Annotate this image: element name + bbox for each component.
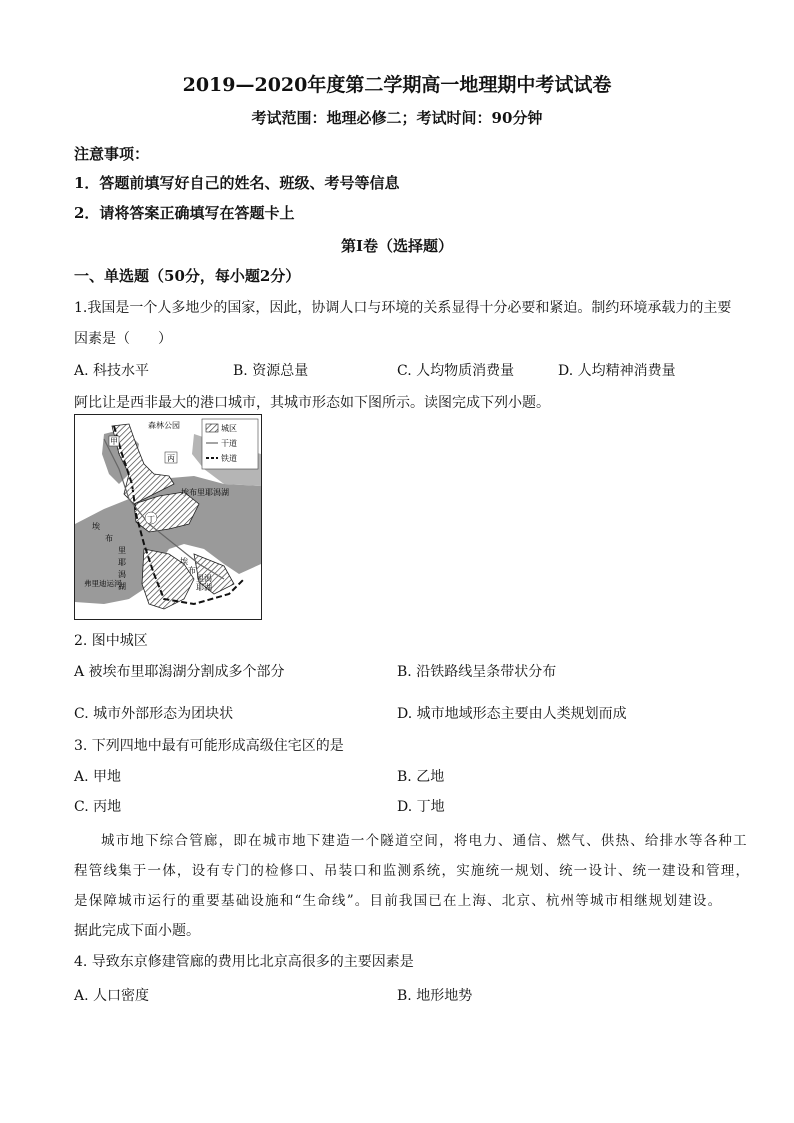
q2-option-a: A 被埃布里耶潟湖分割成多个部分 xyxy=(74,664,285,680)
part-heading: 一、单选题（50分，每小题2分） xyxy=(74,267,301,285)
q1-option-d: D. 人均精神消费量 xyxy=(558,363,676,379)
svg-text:湖: 湖 xyxy=(204,583,212,592)
notice-item-2: 2．请将答案正确填写在答题卡上 xyxy=(74,204,295,222)
exam-title: 2019—2020年度第二学期高一地理期中考试试卷 xyxy=(182,74,612,96)
svg-text:布: 布 xyxy=(105,534,113,543)
notice-heading: 注意事项： xyxy=(74,145,150,163)
label-jia: 甲 xyxy=(110,437,118,446)
svg-text:里: 里 xyxy=(196,574,204,583)
forest-park-label: 森林公园 xyxy=(148,421,180,430)
passage-pipe-gallery-line2: 程管线集于一体，设有专门的检修口、吊装口和监测系统，实施统一规划、统一设计、统一建设和管理， xyxy=(74,863,751,879)
q1-stem-line2: 因素是（ ） xyxy=(74,331,172,347)
q1-option-b: B. 资源总量 xyxy=(233,363,309,379)
passage-abidjan: 阿比让是西非最大的港口城市，其城市形态如下图所示。读图完成下列小题。 xyxy=(74,395,550,411)
lagoon-main-label: 埃布里耶潟湖 xyxy=(181,488,229,497)
label-ding: 丁 xyxy=(147,515,155,524)
q2-option-d: D. 城市地域形态主要由人类规划而成 xyxy=(397,706,627,722)
q3-stem: 3. 下列四地中最有可能形成高级住宅区的是 xyxy=(74,738,344,754)
q1-option-a: A. 科技水平 xyxy=(74,363,150,379)
q1-option-c: C. 人均物质消费量 xyxy=(397,363,515,379)
passage-pipe-gallery-line1: 城市地下综合管廊，即在城市地下建造一个隧道空间，将电力、通信、燃气、供热、给排水等各种工 xyxy=(101,833,748,849)
svg-text:埃: 埃 xyxy=(180,557,188,566)
q3-option-a: A. 甲地 xyxy=(74,769,122,785)
svg-text:里: 里 xyxy=(118,546,126,555)
exam-subtitle: 考试范围：地理必修二；考试时间：90分钟 xyxy=(251,109,543,127)
legend-rail-label: 铁道 xyxy=(221,454,237,463)
label-yi: 乙 xyxy=(128,482,136,491)
svg-text:潟: 潟 xyxy=(118,570,126,579)
q3-option-d: D. 丁地 xyxy=(397,799,445,815)
q2-option-c: C. 城市外部形态为团块状 xyxy=(74,706,234,722)
q1-stem-line1: 1.我国是一个人多地少的国家，因此，协调人口与环境的关系显得十分必要和紧迫。制约环境承载力的主要 xyxy=(74,300,732,316)
q4-option-a: A. 人口密度 xyxy=(74,988,150,1004)
legend-urban-swatch xyxy=(206,424,218,432)
q2-stem: 2. 图中城区 xyxy=(74,633,148,649)
legend-road-label: 干道 xyxy=(221,439,237,448)
canal-label: 弗里迪运河 xyxy=(84,579,122,588)
q2-option-b: B. 沿铁路线呈条带状分布 xyxy=(397,664,557,680)
passage-pipe-gallery-end: 据此完成下面小题。 xyxy=(74,923,200,939)
svg-text:埃: 埃 xyxy=(92,522,100,531)
q3-option-c: C. 丙地 xyxy=(74,799,122,815)
q4-option-b: B. 地形地势 xyxy=(397,988,473,1004)
abidjan-city-map xyxy=(74,414,262,620)
svg-text:耶: 耶 xyxy=(196,583,204,592)
svg-text:潟: 潟 xyxy=(204,574,212,583)
legend-urban-label: 城区 xyxy=(221,424,237,433)
section-title: 第I卷（选择题） xyxy=(340,237,454,255)
passage-pipe-gallery-line3: 是保障城市运行的重要基础设施和“生命线”。目前我国已在上海、北京、杭州等城市相继规划建设。 xyxy=(74,893,723,909)
svg-text:耶: 耶 xyxy=(118,558,126,567)
label-bing: 丙 xyxy=(167,454,175,463)
svg-text:湖: 湖 xyxy=(118,582,126,591)
notice-item-1: 1．答题前填写好自己的姓名、班级、考号等信息 xyxy=(74,174,400,192)
q3-option-b: B. 乙地 xyxy=(397,769,445,785)
svg-text:布: 布 xyxy=(188,566,196,575)
q4-stem: 4. 导致东京修建管廊的费用比北京高很多的主要因素是 xyxy=(74,954,414,970)
